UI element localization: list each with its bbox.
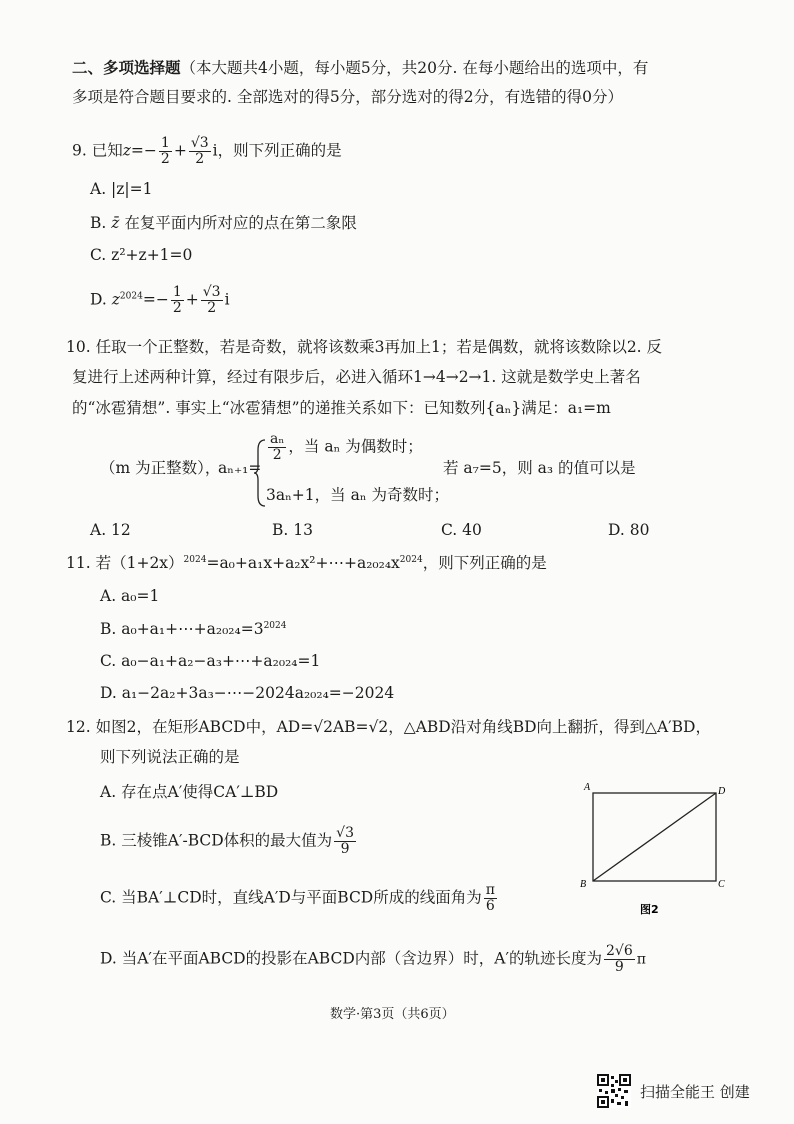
qr-code-svg [597, 1074, 631, 1108]
q9-option-c: C. z²+z+1=0 [90, 246, 193, 264]
figure-label-a: A [584, 782, 591, 793]
q9-b-label: B. [90, 214, 107, 232]
section-header-line1 [72, 57, 648, 79]
q11-stem-exp2: 2024 [399, 554, 423, 565]
figure-label-d: D [718, 786, 726, 797]
q9-d-i: i [224, 290, 230, 309]
page-footer: 数学·第3页（共6页） [330, 1007, 455, 1022]
q9-plus: + [173, 141, 187, 160]
q11-stem-exp: 2024 [183, 554, 207, 565]
q11-option-a: A. a₀=1 [100, 587, 160, 605]
q10-case1 [266, 432, 423, 463]
q9-stem-pre: 已知 [91, 141, 123, 160]
figure-caption: 图2 [640, 903, 659, 916]
q12-d-frac [604, 944, 635, 975]
q12-c-pre: C. 当BA′⊥CD时，直线A′D与平面BCD所成的线面角为 [100, 888, 482, 907]
q10-line2: 复进行上述两种计算，经过有限步后，必进入循环1→4→2→1. 这就是数学史上著名 [72, 368, 641, 386]
q10-case1-frac-num: aₙ [270, 431, 285, 447]
figure-label-c: C [718, 879, 725, 890]
q12-b-frac-num: √3 [336, 825, 354, 841]
q9-d-frac-2-den: 2 [207, 300, 217, 316]
q9-d-frac-2 [201, 285, 223, 316]
q11-stem-mid: =a₀+a₁x+a₂x²+⋯+a₂₀₂₄x [206, 554, 400, 572]
q12-number: 12. [66, 718, 91, 736]
q11-b-pre: B. a₀+a₁+⋯+a₂₀₂₄=3 [100, 620, 264, 638]
q9-number: 9. [72, 141, 87, 160]
q9-d-exp: 2024 [119, 291, 143, 302]
q9-option-d [90, 285, 230, 316]
figure-2 [580, 780, 730, 924]
figure-diagonal-bd [593, 793, 716, 881]
q11-stem-post: ，则下列正确的是 [422, 554, 547, 572]
q9-frac-1-den: 2 [160, 151, 170, 167]
q10-line1-text: 任取一个正整数，若是奇数，就将该数乘3再加上1；若是偶数，就将该数除以2. 反 [95, 338, 663, 356]
q12-c-frac [484, 883, 497, 914]
q10-option-d: D. 80 [608, 521, 650, 539]
q12-option-c [100, 883, 499, 914]
q9-frac-1 [159, 136, 172, 167]
q12-line1-text: 如图2，在矩形ABCD中，AD=√2AB=√2，△ABD沿对角线BD向上翻折，得到△A′BD， [95, 718, 711, 736]
q9-d-frac-1 [171, 285, 184, 316]
q11-option-d: D. a₁−2a₂+3a₃−⋯−2024a₂₀₂₄=−2024 [100, 684, 395, 702]
q9-d-label: D. [90, 290, 107, 309]
q11-stem-pre: 若（1+2x） [95, 554, 184, 572]
q9-d-plus: + [185, 290, 199, 309]
q9-option-b [90, 212, 357, 234]
q9-d-z: z [111, 290, 120, 309]
q12-c-frac-den: 6 [485, 898, 495, 914]
section-title: 二、多项选择题 [72, 58, 181, 77]
q10-option-a: A. 12 [90, 521, 131, 539]
qr-code [597, 1074, 631, 1112]
q9-eq: =− [130, 141, 157, 160]
q12-option-d [100, 944, 646, 975]
q12-d-pre: D. 当A′在平面ABCD的投影在ABCD内部（含边界）时，A′的轨迹长度为 [100, 949, 602, 968]
q10-case2: 3aₙ+1，当 aₙ 为奇数时； [266, 486, 449, 504]
q9-option-a: A. |z|=1 [90, 180, 153, 198]
q10-m-note: （m 为正整数）， [100, 459, 221, 477]
q12-b-pre: B. 三棱锥A′-BCD体积的最大值为 [100, 831, 333, 850]
q11-option-b [100, 618, 286, 640]
figure-2-svg [580, 780, 730, 920]
q11-stem [66, 552, 547, 574]
q9-stem [72, 136, 342, 167]
q10-brace-svg [253, 438, 267, 508]
q12-d-frac-den: 9 [614, 959, 624, 975]
q10-case1-text: ，当 aₙ 为偶数时； [288, 437, 423, 456]
q10-number: 10. [66, 338, 91, 356]
q9-frac-2 [189, 136, 211, 167]
q10-line1 [66, 336, 662, 358]
q12-c-frac-num: π [485, 882, 495, 898]
q9-frac-2-num: √3 [190, 135, 209, 151]
q9-b-zbar: z̄ [111, 214, 120, 232]
q10-line3: 的“冰雹猜想”. 事实上“冰雹猜想”的递推关系如下：已知数列{aₙ}满足：a₁=m [72, 399, 611, 417]
q12-option-a: A. 存在点A′使得CA′⊥BD [100, 783, 279, 801]
scanner-watermark: 扫描全能王 创建 [640, 1083, 750, 1101]
figure-label-b: B [580, 879, 587, 890]
q9-d-frac-2-num: √3 [202, 284, 221, 300]
q10-option-c: C. 40 [441, 521, 482, 539]
q10-brace [253, 438, 267, 512]
q9-stem-suffix: i，则下列正确的是 [212, 141, 342, 160]
q9-d-frac-1-den: 2 [172, 300, 182, 316]
q9-z: z [122, 141, 131, 160]
q9-d-frac-1-num: 1 [172, 284, 182, 300]
q12-line2: 则下列说法正确的是 [100, 748, 240, 766]
q11-b-exp: 2024 [263, 620, 287, 631]
section-desc-2: 多项是符合题目要求的. 全部选对的得5分，部分选对的得2分，有选错的得0分） [72, 88, 623, 106]
q10-option-b: B. 13 [272, 521, 313, 539]
q11-option-c: C. a₀−a₁+a₂−a₃+⋯+a₂₀₂₄=1 [100, 652, 321, 670]
q12-b-frac [334, 826, 356, 857]
q12-d-pi: π [636, 951, 646, 968]
q10-tail: 若 a₇=5，则 a₃ 的值可以是 [443, 459, 636, 477]
q9-frac-1-num: 1 [160, 135, 170, 151]
q12-line1 [66, 716, 711, 738]
q10-an1: aₙ₊₁= [218, 459, 262, 477]
q12-b-frac-den: 9 [340, 841, 350, 857]
q12-option-b [100, 826, 358, 857]
q9-d-eq: =− [142, 290, 169, 309]
q9-b-text: 在复平面内所对应的点在第二象限 [124, 214, 357, 232]
q11-number: 11. [66, 554, 91, 572]
q10-case1-frac [268, 432, 286, 463]
q10-case1-frac-den: 2 [272, 447, 282, 463]
section-desc-1: （本大题共4小题，每小题5分，共20分. 在每小题给出的选项中，有 [180, 59, 649, 77]
q12-d-frac-num: 2√6 [605, 943, 633, 959]
q9-frac-2-den: 2 [195, 151, 205, 167]
